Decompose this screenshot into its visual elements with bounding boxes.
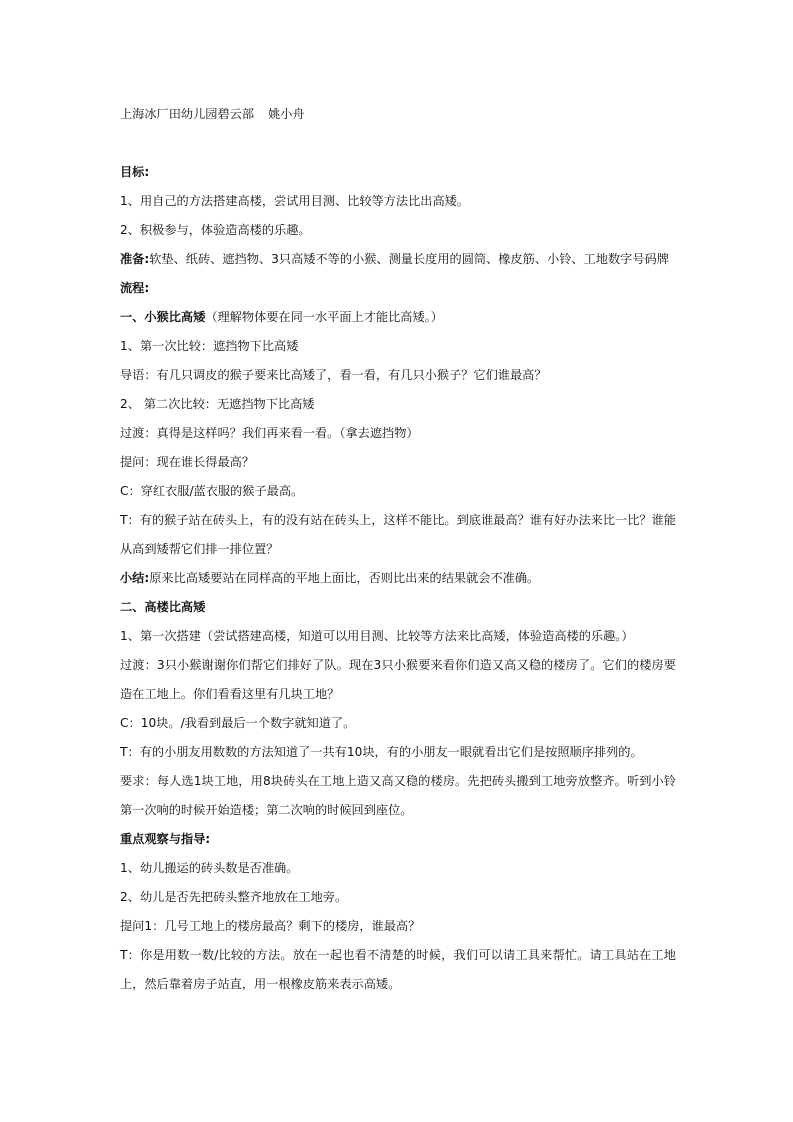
preparation-line [120, 245, 676, 274]
preparation-label: 准备: [120, 252, 150, 266]
part2-requirement: 要求：每人选1块工地，用8块砖头在工地上造又高又稳的楼房。先把砖头搬到工地旁放整齐。听到小铃第一次响的时候开始造楼；第二次响的时候回到座位。 [120, 774, 676, 817]
author-line [120, 100, 676, 158]
preparation-text: 软垫、纸砖、遮挡物、3只高矮不等的小猴、测量长度用的圆筒、橡皮筋、小铃、工地数字号码牌 [149, 252, 669, 266]
part2-teacher: T：有的小朋友用数数的方法知道了一共有10块，有的小朋友一眼就看出它们是按照顺序排列的。 [120, 745, 643, 759]
part2-teacher2: T：你是用数一数/比较的方法。放在一起也看不清楚的时候，我们可以请工具来帮忙。请工具站在工地上，然后靠着房子站直，用一根橡皮筋来表示高矮。 [120, 948, 676, 991]
document-body [120, 100, 676, 999]
part2-child-answer: C：10块。/我看到最后一个数字就知道了。 [120, 716, 356, 730]
summary-label: 小结: [120, 571, 150, 585]
focus-title: 重点观察与指导: [120, 832, 211, 846]
part1-step2: 2、 第二次比较：无遮挡物下比高矮 [120, 397, 315, 411]
part2-title: 二、高楼比高矮 [120, 600, 206, 614]
process-title: 流程: [120, 281, 150, 295]
goal-item: 1、用自己的方法搭建高楼，尝试用目测、比较等方法比出高矮。 [120, 194, 470, 208]
part1-step1: 1、第一次比较：遮挡物下比高矮 [120, 339, 299, 353]
goals-title: 目标: [120, 165, 150, 179]
part1-transition: 过渡：真得是这样吗？我们再来看一看。（拿去遮挡物） [120, 426, 419, 440]
part1-summary [120, 564, 676, 593]
summary-text: 原来比高矮要站在同样高的平地上面比，否则比出来的结果就会不准确。 [149, 571, 540, 585]
part1-child-answer: C：穿红衣服/蓝衣服的猴子最高。 [120, 484, 304, 498]
part1-note: （理解物体要在同一水平面上才能比高矮。） [205, 310, 443, 324]
author-name: 姚小舟 [268, 107, 305, 121]
focus-item: 1、幼儿搬运的砖头数是否准确。 [120, 861, 299, 875]
part2-question1: 提问1：几号工地上的楼房最高？剩下的楼房，谁最高？ [120, 919, 421, 933]
school-name: 上海冰厂田幼儿园碧云部 [120, 107, 255, 121]
part1-teacher: T：有的猴子站在砖头上，有的没有站在砖头上，这样不能比。到底谁最高？谁有好办法来比一比？谁能从高到矮帮它们排一排位置？ [120, 513, 676, 556]
goal-item: 2、积极参与，体验造高楼的乐趣。 [120, 223, 311, 237]
part2-step1: 1、第一次搭建（尝试搭建高楼，知道可以用目测、比较等方法来比高矮，体验造高楼的乐趣。） [120, 629, 634, 643]
focus-item: 2、幼儿是否先把砖头整齐地放在工地旁。 [120, 890, 348, 904]
part1-guide: 导语：有几只调皮的猴子要来比高矮了，看一看，有几只小猴子？它们谁最高？ [120, 368, 547, 382]
part1-heading [120, 303, 676, 332]
part2-transition: 过渡：3只小猴谢谢你们帮它们排好了队。现在3只小猴要来看你们造又高又稳的楼房了。它们的楼房要造在工地上。你们看看这里有几块工地？ [120, 658, 676, 701]
part1-title: 一、小猴比高矮 [120, 310, 206, 324]
part1-question: 提问：现在谁长得最高？ [120, 455, 255, 469]
